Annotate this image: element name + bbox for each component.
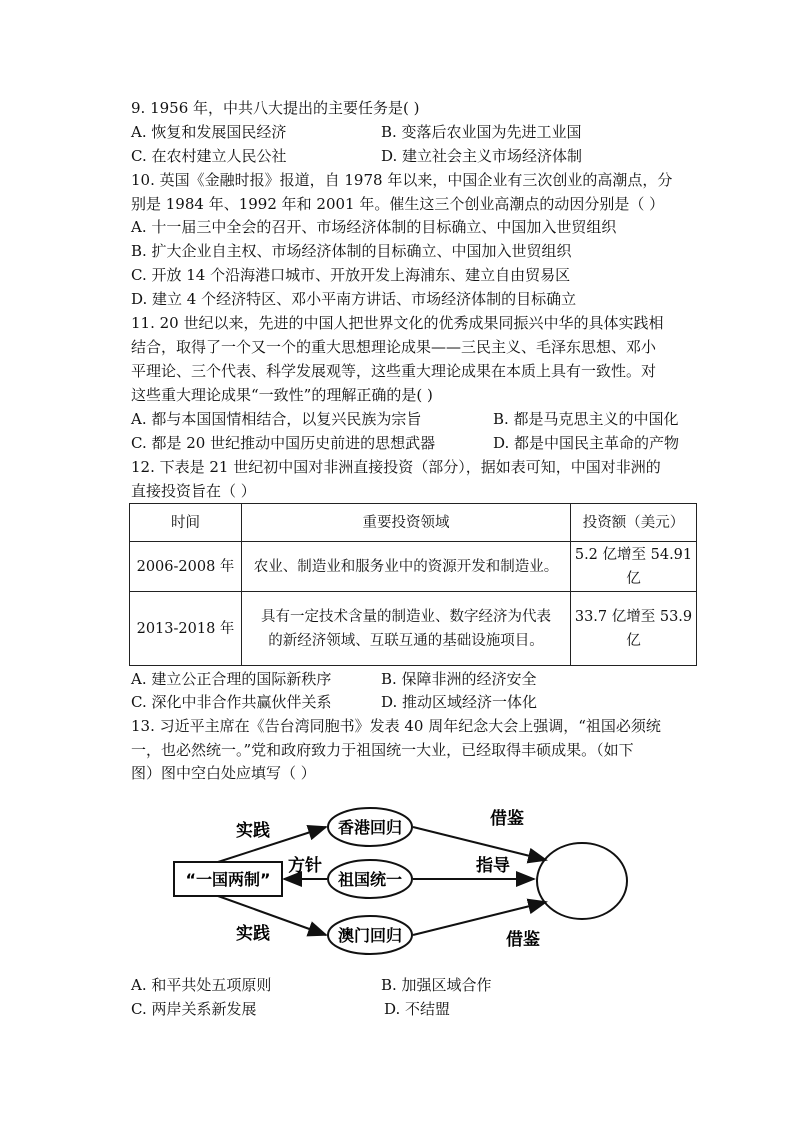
arrow-practice-macao xyxy=(218,896,326,935)
table-cell-field xyxy=(242,542,571,592)
one-country-two-systems-diagram xyxy=(170,800,630,965)
reunification-label: 祖国统一 xyxy=(337,870,403,889)
table-cell-amount-line: 5.2 亿增至 54.91 xyxy=(574,546,693,563)
investment-table xyxy=(129,503,697,666)
table-cell-amount xyxy=(571,592,697,666)
q9-stem: 9. 1956 年，中共八大提出的主要任务是( ) xyxy=(131,99,420,117)
q12-option-b[interactable]: B. 保障非洲的经济安全 xyxy=(381,670,537,688)
q13-option-c[interactable]: C. 两岸关系新发展 xyxy=(131,1000,257,1018)
table-cell-period: 2013-2018 年 xyxy=(130,592,242,666)
table-cell-amount-line: 亿 xyxy=(626,570,641,587)
one-country-two-systems-label: “一国两制” xyxy=(185,870,271,889)
table-row xyxy=(130,542,697,592)
q11-stem-line-4: 这些重大理论成果“一致性”的理解正确的是( ) xyxy=(131,386,433,404)
q10-option-c[interactable]: C. 开放 14 个沿海港口城市、开放开发上海浦东、建立自由贸易区 xyxy=(131,266,571,284)
q10-option-d[interactable]: D. 建立 4 个经济特区、邓小平南方讲话、市场经济体制的目标确立 xyxy=(131,290,577,308)
table-cell-field-line: 的新经济领域、互联互通的基础设施项目。 xyxy=(268,632,544,649)
q13-stem-line-1: 13. 习近平主席在《告台湾同胞书》发表 40 周年纪念大会上强调，“祖国必须统 xyxy=(131,717,661,735)
table-header-row xyxy=(130,504,697,542)
table-header-period: 时间 xyxy=(130,504,242,542)
table-cell-amount xyxy=(571,542,697,592)
q10-option-a[interactable]: A. 十一届三中全会的召开、市场经济体制的目标确立、中国加入世贸组织 xyxy=(131,218,617,236)
q9-option-b[interactable]: B. 变落后农业国为先进工业国 xyxy=(381,123,582,141)
table-cell-period: 2006-2008 年 xyxy=(130,542,242,592)
q10-stem-line-2: 别是 1984 年、1992 年和 2001 年。催生这三个创业高潮点的动因分别是（ ） xyxy=(131,195,665,213)
q12-option-a[interactable]: A. 建立公正合理的国际新秩序 xyxy=(131,670,332,688)
q10-stem-line-1: 10. 英国《金融时报》报道，自 1978 年以来，中国企业有三次创业的高潮点，分 xyxy=(131,171,673,189)
table-cell-amount-line: 33.7 亿增至 53.9 xyxy=(574,608,693,625)
q13-stem-line-2: 一，也必然统一。”党和政府致力于祖国统一大业，已经取得丰硕成果。（如下 xyxy=(131,741,634,759)
table-header-amount: 投资额（美元） xyxy=(571,504,697,542)
q9-option-d[interactable]: D. 建立社会主义市场经济体制 xyxy=(381,147,583,165)
q11-option-a[interactable]: A. 都与本国国情相结合，以复兴民族为宗旨 xyxy=(131,410,422,428)
q11-stem-line-2: 结合，取得了一个又一个的重大思想理论成果——三民主义、毛泽东思想、邓小 xyxy=(131,338,657,356)
reference-label-top: 借鉴 xyxy=(490,809,524,829)
guideline-label: 方针 xyxy=(288,856,322,876)
q9-option-a[interactable]: A. 恢复和发展国民经济 xyxy=(131,123,287,141)
q9-option-c[interactable]: C. 在农村建立人民公社 xyxy=(131,147,287,165)
q13-stem-line-3: 图）图中空白处应填写（ ） xyxy=(131,764,316,782)
blank-answer-ellipse xyxy=(537,843,627,919)
q11-option-d[interactable]: D. 都是中国民主革命的产物 xyxy=(493,434,680,452)
practice-label-top: 实践 xyxy=(236,821,270,841)
q12-stem-line-1: 12. 下表是 21 世纪初中国对非洲直接投资（部分），据如表可知，中国对非洲的 xyxy=(131,458,661,476)
hongkong-return-label: 香港回归 xyxy=(337,818,403,837)
macao-return-label: 澳门回归 xyxy=(337,926,403,945)
table-cell-field xyxy=(242,592,571,666)
q11-option-b[interactable]: B. 都是马克思主义的中国化 xyxy=(493,410,679,428)
reference-label-bottom: 借鉴 xyxy=(506,930,540,950)
q11-stem-line-3: 平理论、三个代表、科学发展观等，这些重大理论成果在本质上具有一致性。对 xyxy=(131,362,657,380)
q10-option-b[interactable]: B. 扩大企业自主权、市场经济体制的目标确立、中国加入世贸组织 xyxy=(131,242,572,260)
q12-option-c[interactable]: C. 深化中非合作共赢伙伴关系 xyxy=(131,693,332,711)
q12-option-d[interactable]: D. 推动区域经济一体化 xyxy=(381,693,538,711)
table-cell-amount-line: 亿 xyxy=(626,632,641,649)
q11-stem-line-1: 11. 20 世纪以来，先进的中国人把世界文化的优秀成果同振兴中华的具体实践相 xyxy=(131,314,664,332)
guidance-label: 指导 xyxy=(476,856,510,876)
q11-option-c[interactable]: C. 都是 20 世纪推动中国历史前进的思想武器 xyxy=(131,434,436,452)
table-cell-field-line: 农业、制造业和服务业中的资源开发和制造业。 xyxy=(253,558,559,575)
table-row xyxy=(130,592,697,666)
table-header-field: 重要投资领域 xyxy=(242,504,571,542)
q13-option-b[interactable]: B. 加强区域合作 xyxy=(381,976,492,994)
q13-option-a[interactable]: A. 和平共处五项原则 xyxy=(131,976,272,994)
practice-label-bottom: 实践 xyxy=(236,924,270,944)
q13-option-d[interactable]: D. 不结盟 xyxy=(384,1000,451,1018)
q12-stem-line-2: 直接投资旨在（ ） xyxy=(131,482,256,500)
table-cell-field-line: 具有一定技术含量的制造业、数字经济为代表 xyxy=(261,608,551,625)
